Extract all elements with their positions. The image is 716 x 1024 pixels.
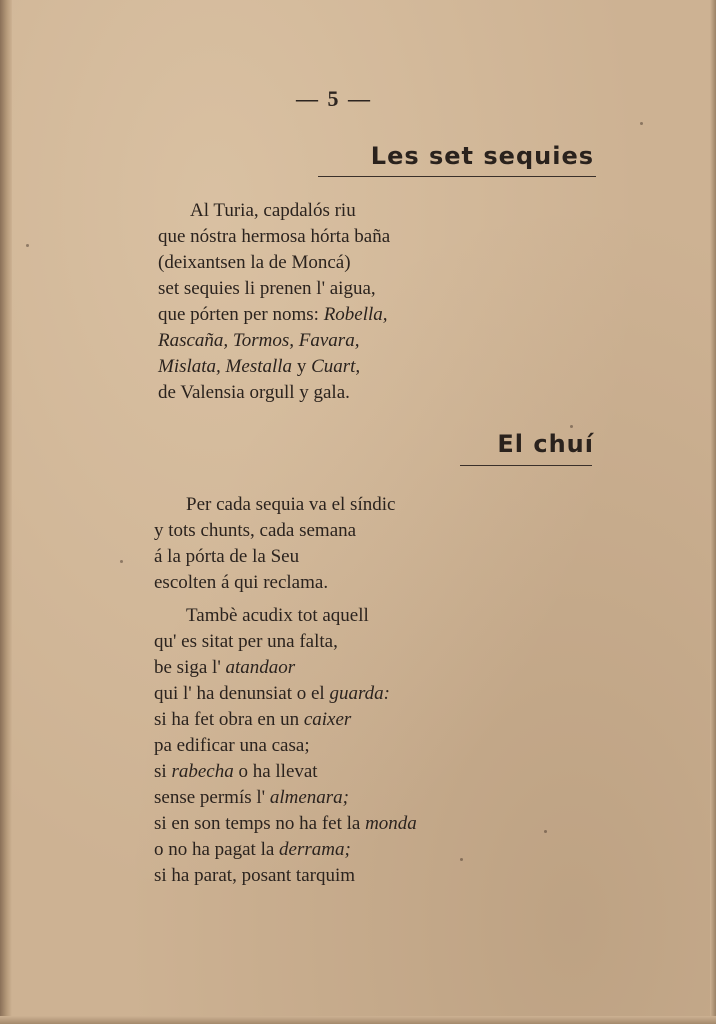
page-number: — 5 — <box>296 86 372 111</box>
poem-stanza-chui-2 <box>154 603 417 889</box>
verse-text: y tots chunts, cada semana <box>154 520 357 541</box>
verse-line <box>158 276 390 302</box>
verse-text: sense permís l' <box>154 787 270 808</box>
verse-italic-term: Cuart, <box>311 356 361 377</box>
verse-italic-term: Rascaña, Tormos, Favara, <box>158 330 360 351</box>
verse-text: Tambè acudix tot aquell <box>186 605 369 626</box>
verse-line <box>154 733 417 759</box>
paper-speck <box>120 560 123 563</box>
verse-line <box>154 681 417 707</box>
section-title-les-set-sequies: Les set sequies <box>370 142 594 170</box>
verse-italic-term: caixer <box>303 709 352 730</box>
page-spine-shadow <box>0 0 12 1024</box>
verse-line <box>154 518 395 544</box>
verse-italic-term: Robella, <box>323 304 388 325</box>
verse-line <box>154 811 417 837</box>
verse-text: qui l' ha denunsiat o el <box>154 683 330 704</box>
verse-text: (deixantsen la de Moncá) <box>158 252 351 273</box>
title-underline <box>318 176 596 177</box>
verse-line <box>158 224 390 250</box>
verse-italic-term: rabecha <box>171 761 234 782</box>
verse-line <box>154 629 417 655</box>
poem-stanza-chui-1 <box>154 492 395 596</box>
verse-line <box>154 655 417 681</box>
verse-line <box>154 759 417 785</box>
verse-line <box>158 354 390 380</box>
verse-text: set sequies li prenen l' aigua, <box>158 278 376 299</box>
verse-text: escolten á qui reclama. <box>154 572 329 593</box>
verse-line <box>154 863 417 889</box>
paper-speck <box>544 830 547 833</box>
verse-text: qu' es sitat per una falta, <box>154 631 338 652</box>
paper-speck <box>640 122 643 125</box>
verse-text: Al Turia, capdalós riu <box>190 200 356 221</box>
verse-line <box>154 603 417 629</box>
poem-stanza-sequies <box>158 198 390 406</box>
verse-italic-term: atandaor <box>225 657 296 678</box>
verse-italic-term: guarda: <box>329 683 390 704</box>
verse-italic-term: almenara; <box>269 787 349 808</box>
verse-text: si en son temps no ha fet la <box>154 813 366 834</box>
paper-speck <box>570 425 573 428</box>
verse-line <box>154 837 417 863</box>
verse-line <box>158 302 390 328</box>
verse-line <box>154 492 395 518</box>
verse-line <box>154 785 417 811</box>
verse-text: que pórten per noms: <box>158 304 324 325</box>
verse-italic-term: Mislata, Mestalla <box>158 356 293 377</box>
title-underline <box>460 465 592 466</box>
verse-text: de Valensia orgull y gala. <box>158 382 350 403</box>
verse-text: si <box>154 761 172 782</box>
section-title-el-chui: El chuí <box>497 430 594 458</box>
verse-line <box>158 380 390 406</box>
paper-speck <box>26 244 29 247</box>
verse-text: Per cada sequia va el síndic <box>186 494 396 515</box>
paper-speck <box>460 858 463 861</box>
verse-text: á la pórta de la Seu <box>154 546 300 567</box>
verse-text: que nóstra hermosa hórta baña <box>158 226 391 247</box>
verse-italic-term: derrama; <box>279 839 351 860</box>
verse-text: o no ha pagat la <box>154 839 280 860</box>
page-bottom-edge <box>0 1016 716 1024</box>
verse-line <box>158 328 390 354</box>
verse-text: si ha fet obra en un <box>154 709 304 730</box>
verse-text: pa edificar una casa; <box>154 735 310 756</box>
verse-text: be siga l' <box>154 657 226 678</box>
verse-text: y <box>292 356 312 377</box>
verse-line <box>154 707 417 733</box>
verse-text: si ha parat, posant tarquim <box>154 865 356 886</box>
verse-line <box>154 544 395 570</box>
verse-line <box>158 250 390 276</box>
verse-line <box>158 198 390 224</box>
verse-line <box>154 570 395 596</box>
page-right-edge <box>710 0 716 1024</box>
verse-italic-term: monda <box>365 813 417 834</box>
verse-text: o ha llevat <box>233 761 318 782</box>
